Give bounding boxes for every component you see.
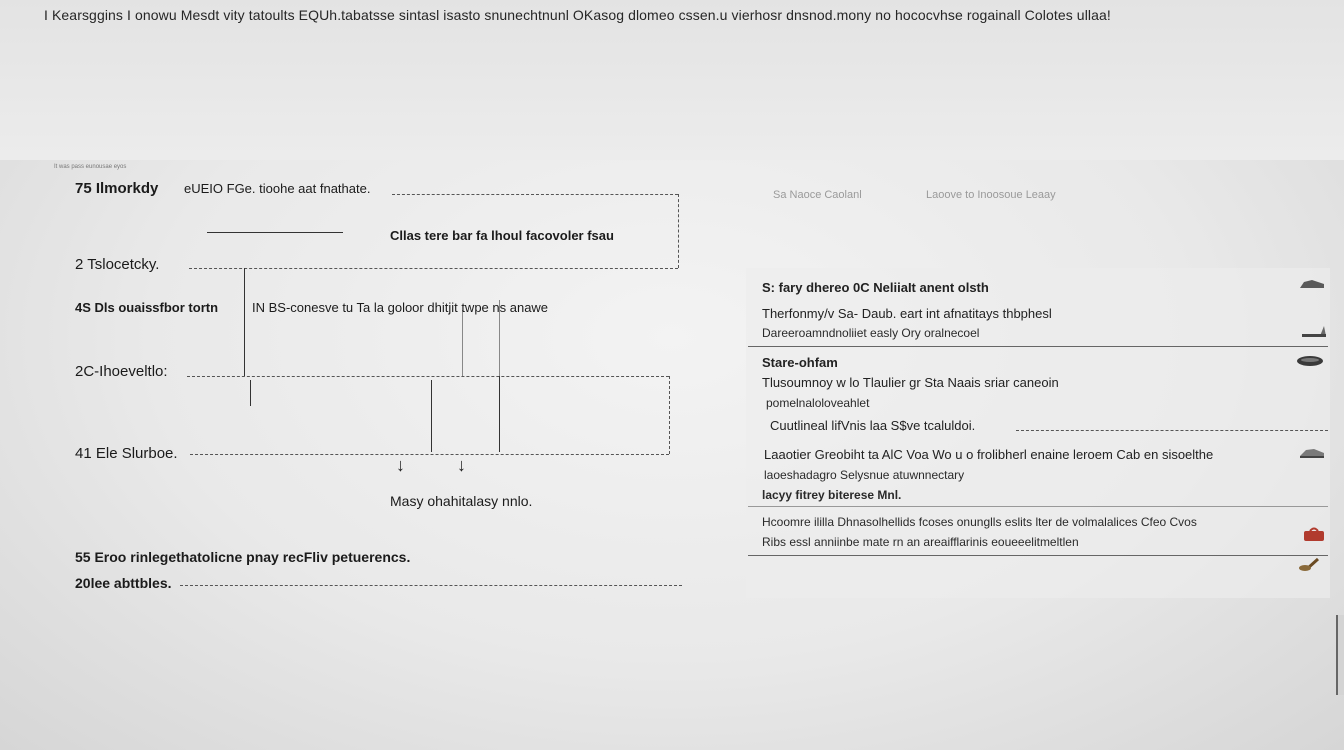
row4-dashline: [187, 376, 669, 377]
panel-dashline: [1016, 430, 1328, 431]
sneaker-icon[interactable]: [1298, 444, 1326, 460]
panel-item-line: laoeshadagro Selysnue atuwnnectary: [764, 468, 965, 482]
panel-item-title[interactable]: Hcoomre ililla Dhnasolhellids fcoses onunglls eslits lter de volmalalices Cfeo Cvos: [762, 515, 1197, 529]
panel-item-title[interactable]: Cuutlineal lifVnis laa S$ve tcaluldoi.: [770, 418, 976, 433]
scrollbar[interactable]: [1336, 615, 1344, 695]
panel-item-line: pomelnaloloveahlet: [766, 396, 870, 410]
row2-dashline: [189, 268, 678, 269]
row7-label: 20lee abttbles.: [75, 575, 172, 591]
connector-d: [250, 380, 251, 406]
panel-item-line: Ribs essl anniinbe mate rn an areaifflarinis eoueeelitmeltlen: [762, 535, 1079, 549]
row2-label: 2 Tslocetcky.: [75, 256, 160, 273]
shoe-icon[interactable]: [1298, 276, 1326, 292]
down-arrow-icon: ↓: [457, 455, 466, 475]
panel-item-title[interactable]: lacyy fitrey biterese Mnl.: [762, 488, 902, 502]
row3-label: 4S Dls ouaissfbor tortn: [75, 300, 219, 315]
bag-icon[interactable]: [1300, 526, 1328, 542]
panel-item-line: Tlusoumnoy w lo Tlaulier gr Sta Naais sriar caneoin: [762, 375, 1059, 390]
box2-right-edge: [669, 376, 670, 454]
row1-label: 75 Ilmorkdy: [75, 180, 159, 197]
header-band: [0, 0, 1344, 160]
panel-item-title[interactable]: Stare-ohfam: [762, 355, 838, 370]
connector-a: [244, 268, 245, 376]
loafer-icon[interactable]: [1296, 352, 1324, 368]
panel-item-line: Dareeroamndnoliiet easly Ory oralnecoel: [762, 326, 980, 340]
row5-label: 41 Ele Slurboe.: [75, 445, 178, 462]
row1-text: eUEIO FGe. tioohe aat fnathate.: [184, 181, 371, 196]
diagram-caption: It was pass eunousae eyos: [54, 164, 127, 170]
wedge-icon[interactable]: [1300, 322, 1328, 338]
panel-separator: [748, 506, 1328, 507]
row5-dashline: [190, 454, 669, 455]
panel-item-line: Therfonmy/v Sa- Daub. eart int afnatitays thbphesl: [762, 306, 1052, 321]
row7-dashline: [180, 585, 682, 586]
panel-item-title[interactable]: S: fary dhereo 0C NeliiaIt anent olsth: [762, 280, 989, 295]
box-label: Cllas tere bar fa lhoul facovoler fsau: [390, 228, 614, 243]
panel-separator: [748, 555, 1328, 556]
row1-dashline: [392, 194, 678, 195]
connector-f: [499, 376, 500, 452]
sandal-icon[interactable]: [1296, 556, 1324, 572]
bottom-caption: Masy ohahitalasy nnlo.: [390, 493, 533, 509]
mode-label-2[interactable]: Laoove to Inoosoue Leaay: [926, 189, 1056, 201]
panel-item-title[interactable]: Laaotier Greobiht ta AlC Voa Wo u o frolibherl enaine leroem Cab en sisoelthe: [764, 447, 1214, 462]
connector-e: [431, 380, 432, 452]
row6-label: 55 Eroo rinlegethatolicne pnay recFliv petuerencs.: [75, 549, 411, 565]
row4-label: 2C-Ihoeveltlo:: [75, 363, 168, 380]
row3-text: IN BS-conesve tu Ta la goloor dhitjit twpe ns anawe: [252, 300, 549, 315]
down-arrow-icon: ↓: [396, 455, 405, 475]
header-title: I Kearsggins I onowu Mesdt vity tatoults EQUh.tabatsse sintasl isasto snunechtnunl OKasog dlomeo cssen.u vierhosr dnsnod.mony no hococvhse rogainall Colotes ullaa!: [44, 7, 1111, 23]
connector-b: [462, 310, 463, 376]
panel-separator: [748, 346, 1328, 347]
box-underline: [207, 232, 343, 233]
box-right-edge: [678, 194, 679, 268]
mode-label-1[interactable]: Sa Naoce Caolanl: [773, 189, 862, 201]
